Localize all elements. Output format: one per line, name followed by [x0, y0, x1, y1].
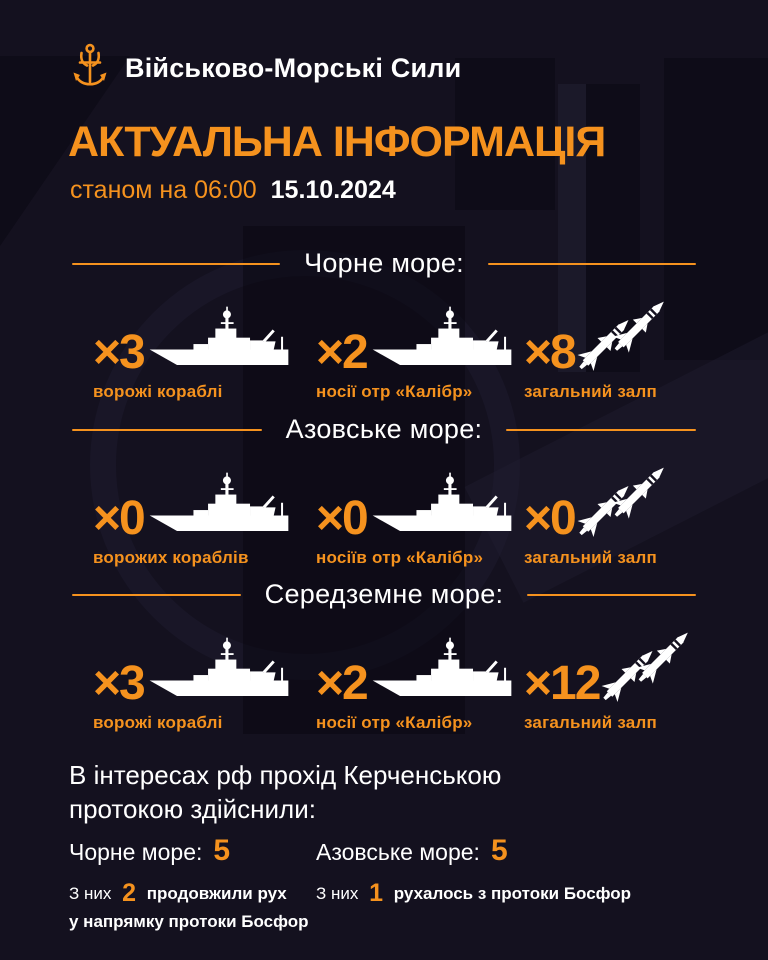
kerch-black-sea-column: [69, 834, 316, 933]
section-items: [0, 457, 768, 568]
note-prefix: З них: [69, 884, 112, 903]
stat-label: ворожі кораблі: [93, 713, 223, 732]
kerch-azov-sea-column: [316, 834, 768, 933]
stat-enemy-ships: [93, 291, 316, 402]
missiles-icon: [595, 625, 701, 710]
stat-count: ×12: [524, 656, 600, 710]
section-header: [0, 414, 768, 445]
as-of-row: [70, 176, 396, 205]
section-black-sea: [0, 248, 768, 402]
stat-count: ×3: [93, 656, 144, 710]
section-items: [0, 622, 768, 733]
kerch-heading: В інтересах рф прохід Керченською протокою здійснили:: [69, 760, 502, 825]
as-of-date: 15.10.2024: [270, 176, 396, 204]
stat-count: ×8: [524, 325, 575, 379]
warship-icon: [369, 303, 515, 376]
stat-total-salvo: [524, 622, 738, 733]
missiles-icon: [571, 460, 677, 545]
sea-total: 5: [213, 834, 231, 867]
note-text: продовжили рух: [146, 884, 287, 903]
divider-line: [506, 429, 696, 431]
stat-kalibr-carriers: [316, 622, 524, 733]
section-azov-sea: [0, 414, 768, 568]
divider-line: [72, 263, 280, 265]
stat-count: ×0: [316, 491, 367, 545]
section-title: Чорне море:: [304, 248, 464, 278]
warship-icon: [369, 469, 515, 542]
kerch-columns: [0, 834, 768, 933]
brand-header: [70, 42, 461, 94]
section-items: [0, 291, 768, 402]
stat-label: загальний залп: [524, 713, 657, 732]
divider-line: [72, 594, 241, 596]
divider-line: [488, 263, 696, 265]
note-count: 1: [369, 879, 384, 907]
brand-name: Військово-Морські Сили: [125, 52, 462, 83]
stat-enemy-ships: [93, 622, 316, 733]
as-of-label: станом на 06:00: [70, 176, 257, 204]
stat-enemy-ships: [93, 457, 316, 568]
divider-line: [72, 429, 262, 431]
note-count: 2: [122, 879, 137, 907]
stat-label: ворожих кораблів: [93, 548, 249, 567]
note-text: рухалось з протоки Босфор: [393, 884, 632, 903]
section-title: Азовське море:: [285, 414, 483, 444]
section-title: Середземне море:: [264, 579, 504, 609]
sea-total: 5: [490, 834, 508, 867]
sea-note: [316, 875, 768, 911]
stat-count: ×0: [524, 491, 575, 545]
warship-icon: [146, 469, 292, 542]
sea-name: Чорне море:: [69, 839, 203, 865]
stat-total-salvo: [524, 457, 738, 568]
warship-icon: [146, 634, 292, 707]
warship-icon: [146, 303, 292, 376]
note-prefix: З них: [316, 884, 359, 903]
sea-note: [69, 875, 316, 911]
stat-total-salvo: [524, 291, 738, 402]
page-title: АКТУАЛЬНА ІНФОРМАЦІЯ: [68, 118, 606, 166]
stat-label: загальний залп: [524, 548, 657, 567]
section-header: [0, 248, 768, 279]
note-line2: у напрямку протоки Босфор: [69, 912, 309, 932]
stat-label: ворожі кораблі: [93, 382, 223, 401]
sea-name: Азовське море:: [316, 839, 480, 865]
missiles-icon: [571, 294, 677, 379]
stat-label: загальний залп: [524, 382, 657, 401]
stat-count: ×2: [316, 656, 367, 710]
divider-line: [527, 594, 696, 596]
stat-label: носіїв отр «Калібр»: [316, 548, 484, 567]
navy-trident-anchor-icon: [70, 42, 110, 94]
stat-label: носії отр «Калібр»: [316, 713, 473, 732]
section-header: [0, 579, 768, 610]
warship-icon: [369, 634, 515, 707]
stat-count: ×2: [316, 325, 367, 379]
section-mediterranean-sea: [0, 579, 768, 733]
stat-kalibr-carriers: [316, 291, 524, 402]
stat-label: носії отр «Калібр»: [316, 382, 473, 401]
stat-count: ×3: [93, 325, 144, 379]
stat-kalibr-carriers: [316, 457, 524, 568]
stat-count: ×0: [93, 491, 144, 545]
